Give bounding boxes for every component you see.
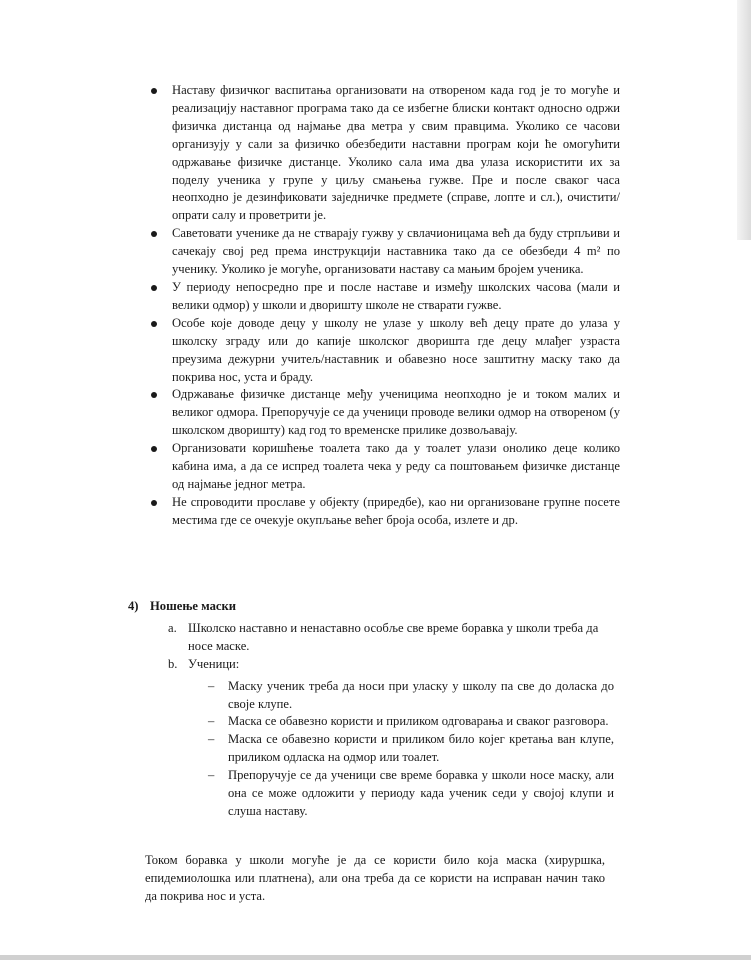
sub-item-students (128, 656, 614, 674)
dash-text: Маску ученик треба да носи при уласку у школу па све до доласка до своје клупе. (228, 678, 614, 711)
bullet-item (150, 315, 620, 387)
dash-text: Маска се обавезно користи и приликом одговарања и сваког разговора. (228, 714, 609, 729)
bullet-dot-icon (151, 88, 157, 94)
dash-marker: – (208, 732, 215, 747)
bullet-dot-icon (151, 392, 157, 398)
closing-paragraph (145, 852, 605, 906)
section-number: 4) (128, 599, 139, 613)
sub-item-letter: b. (168, 656, 178, 671)
bullet-item (150, 386, 620, 440)
bullet-list (150, 82, 620, 530)
bullet-dot-icon (151, 500, 157, 506)
closing-text: Током боравка у школи могуће је да се користи било која маска (хируршка, епидемиолошка или платнена), али она треба да се користи на исправан начин тако да покрива нос и уста. (145, 853, 605, 903)
sub-item-staff (128, 620, 614, 656)
bullet-item (150, 82, 620, 225)
bullet-item (150, 440, 620, 494)
bullet-dot-icon (151, 231, 157, 237)
dash-item (128, 767, 614, 821)
sub-item-letter: a. (168, 620, 177, 635)
bullet-item (150, 279, 620, 315)
mask-section (128, 598, 628, 821)
dash-item (128, 678, 614, 714)
page-bottom-edge (0, 955, 751, 960)
bullet-text: Одржавање физичке дистанце међу ученицима неопходно је и током малих и великог одмора. Препоручује се да ученици проводе велики одмор на отвореном (у школском дворишту) кад год то временске прилике дозвољавају. (172, 387, 620, 438)
bullet-text: Особе које доводе децу у школу не улазе у школу већ децу прате до улаза у школску зграду или до капије школског дворишта где децу млађег узраста преузима дежурни учитељ/наставник и обавезно носе заштитну маску тако да покрива нос, уста и браду. (172, 315, 620, 384)
bullet-dot-icon (151, 446, 157, 452)
dash-item (128, 731, 614, 767)
sub-item-text: Школско наставно и ненаставно особље све време боравка у школи треба да носе маске. (188, 620, 599, 653)
dash-marker: – (208, 678, 215, 693)
bullet-text: Не спроводити прославе у објекту (приредбе), као ни организоване групне посете местима где се очекује окупљање већег броја особа, излете и др. (172, 494, 620, 527)
bullet-item (150, 225, 620, 279)
bullet-text: Наставу физичког васпитања организовати на отвореном када год је то могуће и реализацију наставног програма тако да се избегне блиски контакт односно одржи физичка дистанца од најмање два метра у свим правцима. Уколико се часови организују у сали за физичко обезбедити наставни програм који ће омогућити одржавање физичке дистанце. Уколико сала има два улаза искористити их за поделу ученика у групе у циљу смањења гужве. Пре и после сваког часа неопходно је дезинфиковати заједничке предмете (справе, лопте и сл.), очистити/опрати салу и проветрити је. (172, 83, 620, 223)
student-rules-list (128, 678, 628, 821)
bullet-dot-icon (151, 285, 157, 291)
bullet-text: У периоду непосредно пре и после наставе и између школских часова (мали и велики одмор) у школи и дворишту школе не стварати гужве. (172, 279, 620, 312)
bullet-item (150, 494, 620, 530)
section-heading (128, 598, 628, 616)
bullet-text: Организовати коришћење тоалета тако да у тоалет улази онолико деце колико кабина има, а да се испред тоалета чека у реду са поштовањем физичке дистанце од најмање једног метра. (172, 441, 620, 491)
dash-item (128, 713, 614, 731)
dash-text: Препоручује се да ученици све време боравка у школи носе маску, али она се може одложити у периоду када ученик седи у својој клупи и слуша наставу. (228, 768, 614, 818)
sub-item-text: Ученици: (188, 656, 240, 671)
dash-marker: – (208, 768, 215, 783)
bullet-dot-icon (151, 321, 157, 327)
dash-text: Маска се обавезно користи и приликом било којег кретања ван клупе, приликом одласка на одмор или тоалет. (228, 732, 614, 765)
section-title: Ношење маски (150, 599, 236, 613)
bullet-text: Саветовати ученике да не стварају гужву у свлачионицама већ да буду стрпљиви и сачекају свој ред према инструкцији наставника тако да се обезбеди 4 m² по ученику. Уколико је могуће, организовати наставу са мањим бројем ученика. (172, 226, 620, 277)
page-edge-shadow (737, 0, 751, 240)
dash-marker: – (208, 714, 215, 729)
